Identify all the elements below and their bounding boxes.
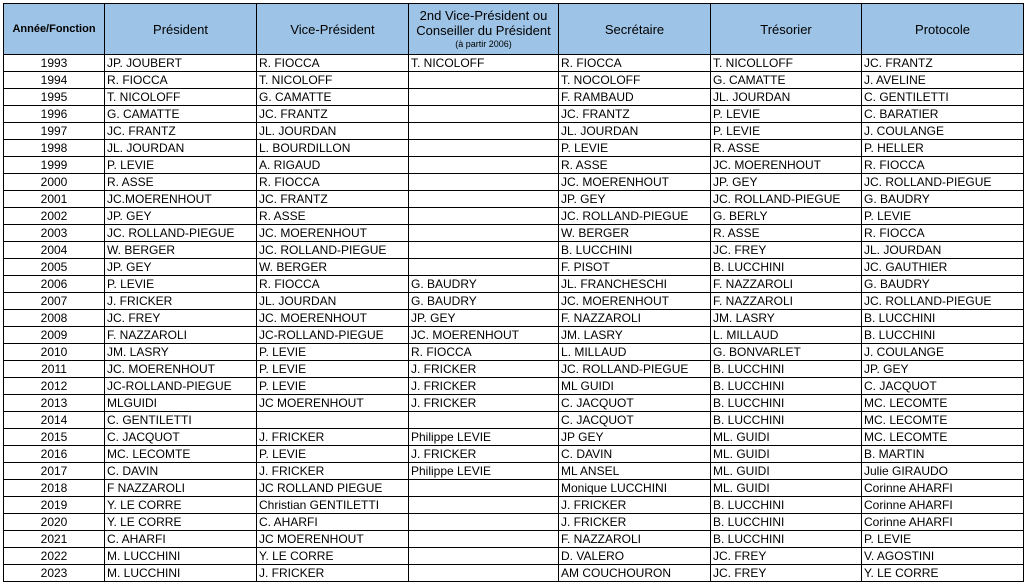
cell-year: 2023	[4, 565, 105, 582]
cell-second-vice-president	[409, 191, 559, 208]
cell-secretary: JC. MOERENHOUT	[559, 174, 711, 191]
cell-secretary: J. FRICKER	[559, 514, 711, 531]
cell-protocol: P. LEVIE	[862, 208, 1024, 225]
cell-secretary: W. BERGER	[559, 225, 711, 242]
cell-secretary: JL. FRANCHESCHI	[559, 276, 711, 293]
cell-year: 2002	[4, 208, 105, 225]
table-row	[4, 395, 1024, 412]
cell-treasurer: R. ASSE	[711, 140, 862, 157]
cell-protocol: P. LEVIE	[862, 531, 1024, 548]
cell-protocol: C. JACQUOT	[862, 378, 1024, 395]
cell-treasurer: B. LUCCHINI	[711, 259, 862, 276]
table-row	[4, 548, 1024, 565]
cell-vice-president: W. BERGER	[257, 259, 409, 276]
cell-treasurer: JC. FREY	[711, 242, 862, 259]
cell-second-vice-president	[409, 225, 559, 242]
cell-vice-president: P. LEVIE	[257, 344, 409, 361]
cell-protocol: JL. JOURDAN	[862, 242, 1024, 259]
cell-secretary: JC. ROLLAND-PIEGUE	[559, 361, 711, 378]
cell-vice-president: Y. LE CORRE	[257, 548, 409, 565]
table-row	[4, 480, 1024, 497]
cell-year: 2004	[4, 242, 105, 259]
cell-president: JM. LASRY	[105, 344, 257, 361]
cell-president: JC. MOERENHOUT	[105, 361, 257, 378]
cell-secretary: C. JACQUOT	[559, 412, 711, 429]
table-row	[4, 55, 1024, 72]
cell-treasurer: B. LUCCHINI	[711, 378, 862, 395]
cell-secretary: ML GUIDI	[559, 378, 711, 395]
table-row	[4, 463, 1024, 480]
cell-vice-president: R. FIOCCA	[257, 276, 409, 293]
table-row	[4, 123, 1024, 140]
cell-secretary: C. DAVIN	[559, 446, 711, 463]
cell-protocol: JC. FRANTZ	[862, 55, 1024, 72]
cell-president: JC. FREY	[105, 310, 257, 327]
cell-year: 2019	[4, 497, 105, 514]
cell-protocol: B. LUCCHINI	[862, 327, 1024, 344]
cell-treasurer: G. BONVARLET	[711, 344, 862, 361]
cell-year: 2021	[4, 531, 105, 548]
cell-president: F NAZZAROLI	[105, 480, 257, 497]
cell-protocol: MC. LECOMTE	[862, 429, 1024, 446]
cell-secretary: JM. LASRY	[559, 327, 711, 344]
column-header-president: Président	[105, 4, 257, 55]
cell-vice-president: T. NICOLOFF	[257, 72, 409, 89]
column-header-vice-president: Vice-Président	[257, 4, 409, 55]
cell-president: JC.MOERENHOUT	[105, 191, 257, 208]
cell-president: C. DAVIN	[105, 463, 257, 480]
cell-secretary: ML ANSEL	[559, 463, 711, 480]
cell-secretary: B. LUCCHINI	[559, 242, 711, 259]
cell-president: G. CAMATTE	[105, 106, 257, 123]
table-row	[4, 310, 1024, 327]
cell-year: 2005	[4, 259, 105, 276]
cell-second-vice-president	[409, 259, 559, 276]
cell-president: T. NICOLOFF	[105, 89, 257, 106]
cell-year: 2007	[4, 293, 105, 310]
cell-year: 2018	[4, 480, 105, 497]
table-row	[4, 140, 1024, 157]
cell-second-vice-president	[409, 106, 559, 123]
cell-protocol: Julie GIRAUDO	[862, 463, 1024, 480]
cell-year: 1999	[4, 157, 105, 174]
cell-vice-president: JL. JOURDAN	[257, 123, 409, 140]
cell-second-vice-president: JC. MOERENHOUT	[409, 327, 559, 344]
table-row	[4, 293, 1024, 310]
cell-second-vice-president	[409, 174, 559, 191]
cell-vice-president: JC. MOERENHOUT	[257, 225, 409, 242]
column-header-treasurer: Trésorier	[711, 4, 862, 55]
cell-protocol: JP. GEY	[862, 361, 1024, 378]
cell-treasurer: B. LUCCHINI	[711, 412, 862, 429]
table-row	[4, 72, 1024, 89]
table-row	[4, 361, 1024, 378]
cell-vice-president: G. CAMATTE	[257, 89, 409, 106]
cell-treasurer: ML. GUIDI	[711, 480, 862, 497]
table-row	[4, 89, 1024, 106]
table-row	[4, 106, 1024, 123]
cell-secretary: D. VALERO	[559, 548, 711, 565]
cell-vice-president: J. FRICKER	[257, 565, 409, 582]
cell-president: F. NAZZAROLI	[105, 327, 257, 344]
cell-second-vice-president	[409, 497, 559, 514]
cell-president: P. LEVIE	[105, 157, 257, 174]
table-row	[4, 174, 1024, 191]
cell-vice-president: L. BOURDILLON	[257, 140, 409, 157]
table-row	[4, 446, 1024, 463]
cell-president: Y. LE CORRE	[105, 497, 257, 514]
cell-protocol: J. COULANGE	[862, 123, 1024, 140]
second-vp-note: (à partir 2006)	[455, 39, 512, 49]
cell-protocol: MC. LECOMTE	[862, 412, 1024, 429]
cell-president: P. LEVIE	[105, 276, 257, 293]
column-header-protocol: Protocole	[862, 4, 1024, 55]
cell-second-vice-president	[409, 514, 559, 531]
cell-vice-president: JC. FRANTZ	[257, 106, 409, 123]
cell-year: 1997	[4, 123, 105, 140]
table-row	[4, 429, 1024, 446]
cell-vice-president: P. LEVIE	[257, 378, 409, 395]
cell-vice-president: J. FRICKER	[257, 429, 409, 446]
cell-year: 2015	[4, 429, 105, 446]
table-header	[4, 4, 1024, 55]
cell-vice-president: Christian GENTILETTI	[257, 497, 409, 514]
cell-secretary: T. NOCOLOFF	[559, 72, 711, 89]
cell-second-vice-president: J. FRICKER	[409, 378, 559, 395]
cell-treasurer: JC. FREY	[711, 565, 862, 582]
second-vp-title-line1: 2nd Vice-Président ou	[419, 8, 548, 23]
cell-second-vice-president	[409, 480, 559, 497]
cell-treasurer: B. LUCCHINI	[711, 497, 862, 514]
cell-vice-president: R. ASSE	[257, 208, 409, 225]
cell-secretary: R. FIOCCA	[559, 55, 711, 72]
cell-second-vice-president: G. BAUDRY	[409, 293, 559, 310]
cell-year: 2010	[4, 344, 105, 361]
cell-protocol: R. FIOCCA	[862, 225, 1024, 242]
table-row	[4, 225, 1024, 242]
cell-year: 2001	[4, 191, 105, 208]
cell-secretary: F. RAMBAUD	[559, 89, 711, 106]
cell-vice-president: JC. ROLLAND-PIEGUE	[257, 242, 409, 259]
cell-treasurer: G. CAMATTE	[711, 72, 862, 89]
cell-vice-president: JC MOERENHOUT	[257, 395, 409, 412]
cell-vice-president: JC ROLLAND PIEGUE	[257, 480, 409, 497]
cell-year: 1994	[4, 72, 105, 89]
officers-table	[3, 3, 1024, 582]
cell-protocol: JC. ROLLAND-PIEGUE	[862, 174, 1024, 191]
cell-secretary: JL. JOURDAN	[559, 123, 711, 140]
cell-president: R. ASSE	[105, 174, 257, 191]
table-row	[4, 565, 1024, 582]
cell-treasurer: B. LUCCHINI	[711, 395, 862, 412]
cell-protocol: JC. GAUTHIER	[862, 259, 1024, 276]
cell-year: 2006	[4, 276, 105, 293]
cell-vice-president: J. FRICKER	[257, 463, 409, 480]
column-header-year: Année/Fonction	[4, 4, 105, 55]
cell-secretary: F. PISOT	[559, 259, 711, 276]
cell-second-vice-president: R. FIOCCA	[409, 344, 559, 361]
cell-second-vice-president	[409, 531, 559, 548]
cell-second-vice-president: Philippe LEVIE	[409, 463, 559, 480]
cell-treasurer: L. MILLAUD	[711, 327, 862, 344]
cell-president: C. JACQUOT	[105, 429, 257, 446]
cell-vice-president: JC. MOERENHOUT	[257, 310, 409, 327]
cell-secretary: R. ASSE	[559, 157, 711, 174]
cell-vice-president: R. FIOCCA	[257, 55, 409, 72]
cell-year: 2011	[4, 361, 105, 378]
cell-treasurer: P. LEVIE	[711, 106, 862, 123]
cell-president: JP. JOUBERT	[105, 55, 257, 72]
cell-protocol: Y. LE CORRE	[862, 565, 1024, 582]
table-row	[4, 157, 1024, 174]
cell-second-vice-president: G. BAUDRY	[409, 276, 559, 293]
cell-president: MLGUIDI	[105, 395, 257, 412]
cell-treasurer: JC. ROLLAND-PIEGUE	[711, 191, 862, 208]
cell-president: M. LUCCHINI	[105, 565, 257, 582]
cell-treasurer: B. LUCCHINI	[711, 531, 862, 548]
cell-treasurer: T. NICOLLOFF	[711, 55, 862, 72]
cell-vice-president: JC MOERENHOUT	[257, 531, 409, 548]
cell-secretary: C. JACQUOT	[559, 395, 711, 412]
table-row	[4, 208, 1024, 225]
cell-treasurer: ML. GUIDI	[711, 446, 862, 463]
cell-protocol: R. FIOCCA	[862, 157, 1024, 174]
cell-protocol: G. BAUDRY	[862, 276, 1024, 293]
cell-secretary: J. FRICKER	[559, 497, 711, 514]
cell-president: C. GENTILETTI	[105, 412, 257, 429]
cell-second-vice-president	[409, 412, 559, 429]
cell-secretary: F. NAZZAROLI	[559, 531, 711, 548]
column-header-second-vice-president	[409, 4, 559, 55]
cell-vice-president: JL. JOURDAN	[257, 293, 409, 310]
cell-secretary: P. LEVIE	[559, 140, 711, 157]
cell-vice-president: JC. FRANTZ	[257, 191, 409, 208]
cell-treasurer: JM. LASRY	[711, 310, 862, 327]
cell-treasurer: JC. FREY	[711, 548, 862, 565]
cell-protocol: B. MARTIN	[862, 446, 1024, 463]
cell-protocol: B. LUCCHINI	[862, 310, 1024, 327]
cell-year: 2022	[4, 548, 105, 565]
cell-year: 2000	[4, 174, 105, 191]
column-header-secretary: Secrétaire	[559, 4, 711, 55]
cell-year: 2013	[4, 395, 105, 412]
cell-president: R. FIOCCA	[105, 72, 257, 89]
cell-treasurer: G. BERLY	[711, 208, 862, 225]
cell-treasurer: F. NAZZAROLI	[711, 293, 862, 310]
table-row	[4, 327, 1024, 344]
cell-second-vice-president	[409, 140, 559, 157]
cell-year: 2008	[4, 310, 105, 327]
cell-protocol: V. AGOSTINI	[862, 548, 1024, 565]
cell-vice-president: C. AHARFI	[257, 514, 409, 531]
cell-vice-president: R. FIOCCA	[257, 174, 409, 191]
cell-second-vice-president	[409, 208, 559, 225]
cell-second-vice-president	[409, 157, 559, 174]
cell-vice-president: P. LEVIE	[257, 361, 409, 378]
cell-protocol: Corinne AHARFI	[862, 480, 1024, 497]
cell-vice-president: A. RIGAUD	[257, 157, 409, 174]
cell-year: 2017	[4, 463, 105, 480]
cell-president: W. BERGER	[105, 242, 257, 259]
table-body	[4, 55, 1024, 582]
table-row	[4, 497, 1024, 514]
cell-secretary: JP GEY	[559, 429, 711, 446]
cell-protocol: G. BAUDRY	[862, 191, 1024, 208]
cell-second-vice-president	[409, 565, 559, 582]
cell-year: 2016	[4, 446, 105, 463]
cell-secretary: JP. GEY	[559, 191, 711, 208]
cell-protocol: P. HELLER	[862, 140, 1024, 157]
cell-protocol: C. BARATIER	[862, 106, 1024, 123]
table-row	[4, 514, 1024, 531]
cell-secretary: Monique LUCCHINI	[559, 480, 711, 497]
cell-president: JC. ROLLAND-PIEGUE	[105, 225, 257, 242]
cell-second-vice-president	[409, 72, 559, 89]
cell-year: 1995	[4, 89, 105, 106]
cell-president: JC. FRANTZ	[105, 123, 257, 140]
cell-president: JL. JOURDAN	[105, 140, 257, 157]
table-row	[4, 276, 1024, 293]
cell-second-vice-president: J. FRICKER	[409, 361, 559, 378]
cell-treasurer: JP. GEY	[711, 174, 862, 191]
cell-treasurer: ML. GUIDI	[711, 463, 862, 480]
cell-secretary: JC. MOERENHOUT	[559, 293, 711, 310]
cell-treasurer: JL. JOURDAN	[711, 89, 862, 106]
cell-secretary: JC. ROLLAND-PIEGUE	[559, 208, 711, 225]
cell-vice-president	[257, 412, 409, 429]
cell-president: JP. GEY	[105, 208, 257, 225]
cell-vice-president: P. LEVIE	[257, 446, 409, 463]
cell-second-vice-president: T. NICOLOFF	[409, 55, 559, 72]
table-row	[4, 344, 1024, 361]
table-row	[4, 531, 1024, 548]
cell-treasurer: R. ASSE	[711, 225, 862, 242]
cell-president: J. FRICKER	[105, 293, 257, 310]
cell-president: C. AHARFI	[105, 531, 257, 548]
cell-year: 1998	[4, 140, 105, 157]
cell-year: 1993	[4, 55, 105, 72]
cell-second-vice-president: J. FRICKER	[409, 446, 559, 463]
cell-year: 2014	[4, 412, 105, 429]
cell-protocol: J. COULANGE	[862, 344, 1024, 361]
table-row	[4, 242, 1024, 259]
cell-protocol: MC. LECOMTE	[862, 395, 1024, 412]
cell-year: 1996	[4, 106, 105, 123]
cell-second-vice-president: Philippe LEVIE	[409, 429, 559, 446]
cell-vice-president: JC-ROLLAND-PIEGUE	[257, 327, 409, 344]
second-vp-title-line2: Conseiller du Président	[416, 23, 551, 38]
cell-president: Y. LE CORRE	[105, 514, 257, 531]
cell-year: 2012	[4, 378, 105, 395]
cell-treasurer: F. NAZZAROLI	[711, 276, 862, 293]
cell-protocol: C. GENTILETTI	[862, 89, 1024, 106]
cell-second-vice-president	[409, 548, 559, 565]
cell-protocol: JC. ROLLAND-PIEGUE	[862, 293, 1024, 310]
cell-treasurer: B. LUCCHINI	[711, 514, 862, 531]
cell-protocol: Corinne AHARFI	[862, 514, 1024, 531]
cell-protocol: Corinne AHARFI	[862, 497, 1024, 514]
cell-protocol: J. AVELINE	[862, 72, 1024, 89]
cell-secretary: AM COUCHOURON	[559, 565, 711, 582]
cell-second-vice-president	[409, 123, 559, 140]
cell-second-vice-president: J. FRICKER	[409, 395, 559, 412]
cell-year: 2003	[4, 225, 105, 242]
cell-second-vice-president	[409, 242, 559, 259]
cell-treasurer: B. LUCCHINI	[711, 361, 862, 378]
cell-treasurer: ML. GUIDI	[711, 429, 862, 446]
cell-president: M. LUCCHINI	[105, 548, 257, 565]
cell-secretary: L. MILLAUD	[559, 344, 711, 361]
table-row	[4, 378, 1024, 395]
cell-president: JC-ROLLAND-PIEGUE	[105, 378, 257, 395]
cell-president: JP. GEY	[105, 259, 257, 276]
table-row	[4, 259, 1024, 276]
cell-second-vice-president	[409, 89, 559, 106]
cell-year: 2009	[4, 327, 105, 344]
cell-president: MC. LECOMTE	[105, 446, 257, 463]
table-row	[4, 412, 1024, 429]
cell-secretary: JC. FRANTZ	[559, 106, 711, 123]
table-row	[4, 191, 1024, 208]
cell-secretary: F. NAZZAROLI	[559, 310, 711, 327]
cell-year: 2020	[4, 514, 105, 531]
cell-treasurer: JC. MOERENHOUT	[711, 157, 862, 174]
cell-treasurer: P. LEVIE	[711, 123, 862, 140]
cell-second-vice-president: JP. GEY	[409, 310, 559, 327]
header-row	[4, 4, 1024, 55]
